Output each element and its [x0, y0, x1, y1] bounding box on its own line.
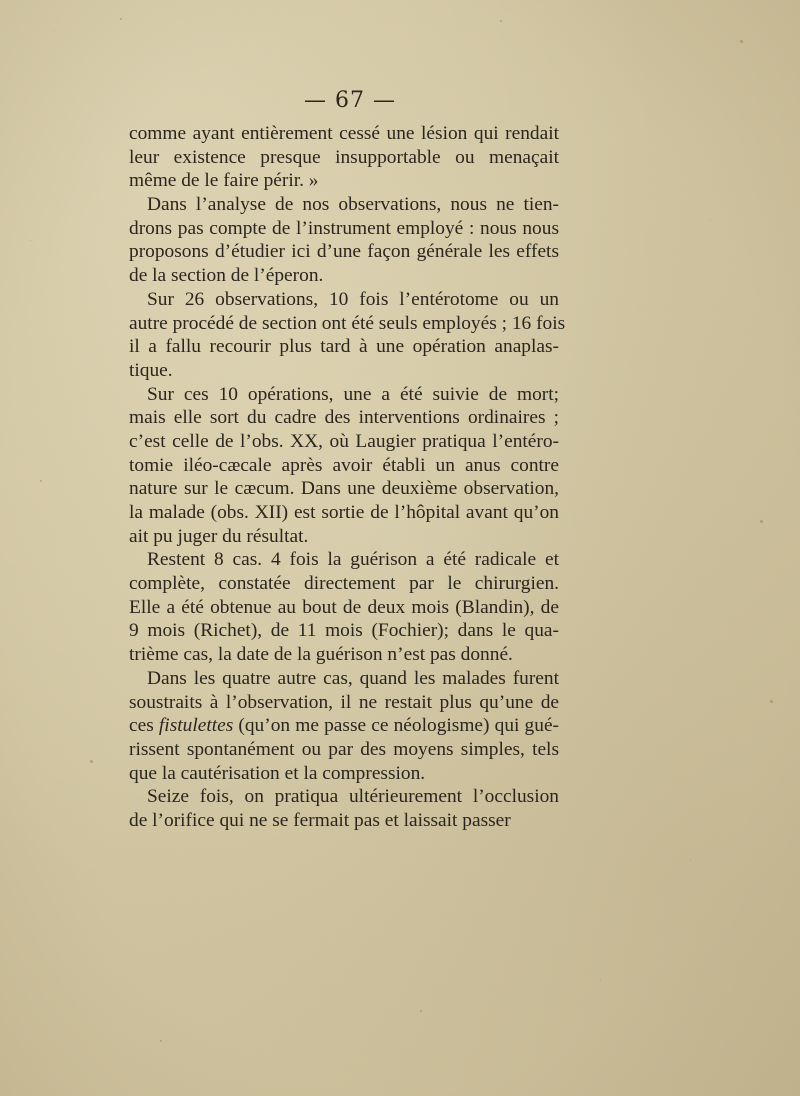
italic-word: fistulettes: [158, 715, 234, 737]
text-line: Dans les quatre autre cas, quand les malades furent: [147, 667, 559, 689]
text-line: que la cautérisation et la compression.: [129, 762, 426, 784]
paper-speck: [420, 1010, 422, 1012]
text-line: tomie iléo-cæcale après avoir établi un anus contre: [129, 454, 559, 476]
text-line: Dans l’analyse de nos observations, nous ne tien-: [147, 194, 559, 216]
text-line: soustraits à l’observation, il ne restait plus qu’une de: [129, 691, 559, 713]
paper-speck: [160, 1040, 162, 1042]
text-line: complète, constatée directement par le chirurgien.: [129, 573, 559, 595]
body-text: [129, 122, 566, 833]
text-line: Sur ces 10 opérations, une a été suivie de mort;: [147, 383, 559, 405]
text-line: Restent 8 cas. 4 fois la guérison a été radicale et: [147, 549, 559, 571]
text-line: trième cas, la date de la guérison n’est pas donné.: [129, 644, 513, 666]
text-line: ait pu juger du résultat.: [129, 525, 309, 547]
text-line: comme ayant entièrement cessé une lésion qui rendait: [129, 123, 559, 144]
paper-speck: [600, 980, 601, 981]
paper-speck: [120, 18, 122, 20]
paragraph: [129, 785, 559, 832]
paper-speck: [54, 30, 55, 31]
paragraph: [129, 667, 559, 785]
text-line: proposons d’étudier ici d’une façon générale les effets: [129, 241, 559, 263]
text-line: de la section de l’éperon.: [129, 265, 324, 287]
text-line: drons pas compte de l’instrument employé : nous nous: [129, 217, 559, 239]
text-line: rissent spontanément ou par des moyens simples, tels: [129, 738, 559, 760]
paragraph: [129, 548, 559, 666]
paper-speck: [40, 480, 42, 482]
paper-speck: [30, 240, 31, 241]
page-number: — 67 —: [304, 88, 396, 113]
paragraph: [129, 122, 559, 193]
text-line: ces fistulettes (qu’on me passe ce néologisme) qui gué-: [129, 715, 560, 737]
text-line: 9 mois (Richet), de 11 mois (Fochier); dans le qua-: [129, 620, 559, 642]
paper-speck: [690, 860, 691, 861]
paragraph: [129, 383, 559, 549]
text-line: Sur 26 observations, 10 fois l’entérotome ou un: [147, 288, 559, 310]
text-line: autre procédé de section ont été seuls employés ; 16 fois: [129, 312, 566, 334]
text-line: Elle a été obtenue au bout de deux mois (Blandin), de: [129, 596, 559, 618]
text-line: de l’orifice qui ne se fermait pas et laissait passer: [129, 809, 511, 831]
paper-speck: [710, 220, 711, 221]
text-line: même de le faire périr. »: [129, 170, 319, 192]
paragraph: [129, 193, 559, 288]
paper-speck: [770, 700, 773, 703]
text-line: il a fallu recourir plus tard à une opération anaplas-: [129, 336, 559, 358]
paper-speck: [90, 760, 93, 763]
text-line: c’est celle de l’obs. XX, où Laugier pratiqua l’entéro-: [129, 430, 559, 452]
text-line: mais elle sort du cadre des interventions ordinaires ;: [129, 407, 559, 429]
text-line: leur existence presque insupportable ou menaçait: [129, 146, 559, 168]
text-line: Seize fois, on pratiqua ultérieurement l’occlusion: [147, 786, 559, 808]
paper-speck: [760, 520, 763, 523]
paragraph: [129, 288, 566, 383]
text-line: la malade (obs. XII) est sortie de l’hôpital avant qu’on: [129, 502, 559, 523]
paper-speck: [500, 20, 502, 22]
text-line: tique.: [129, 359, 173, 381]
paper-speck: [740, 40, 743, 43]
text-line: nature sur le cæcum. Dans une deuxième observation,: [129, 478, 559, 500]
